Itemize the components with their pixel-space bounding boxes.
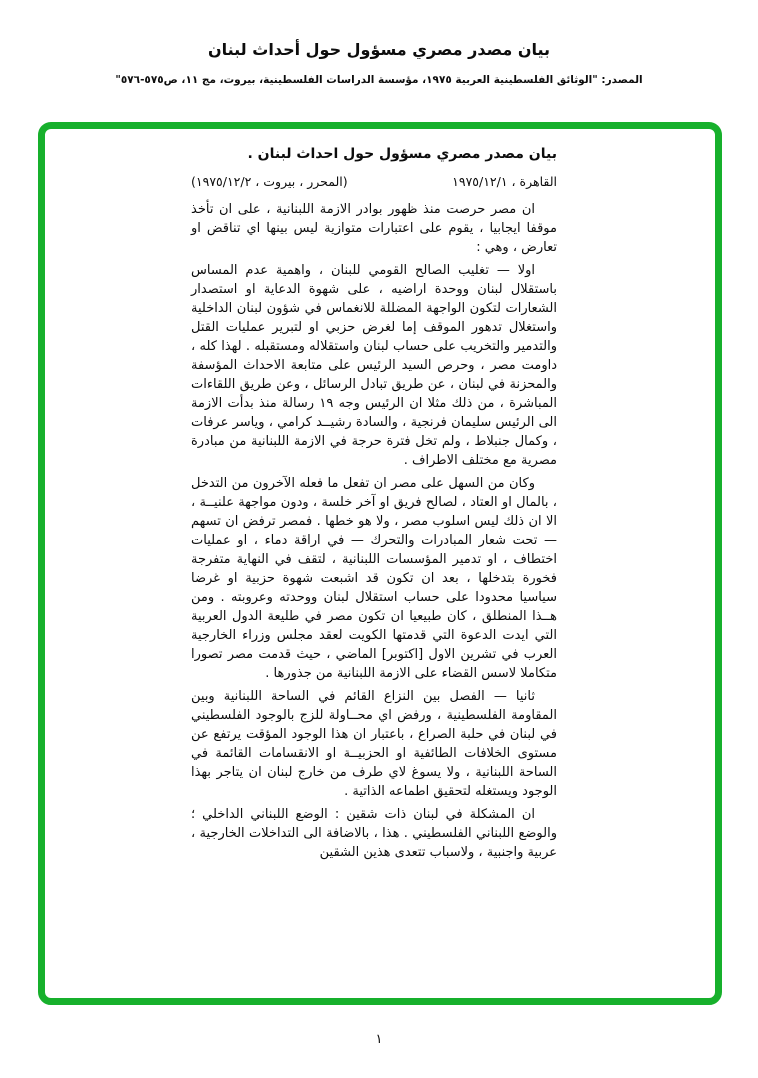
page-number: ١ [375,1032,383,1047]
document-dateline [191,172,557,191]
page-header-title: بيان مصدر مصري مسؤول حول أحداث لبنان [207,40,551,59]
page-header-source-citation: المصدر: "الوثائق الفلسطينية العربية ١٩٧٥، مؤسسة الدراسات الفلسطينية، بيروت، مج ١١، ص٥٧٥-٥٧٦" [115,74,643,86]
paragraph-problem-two-parts: ان المشكلة في لبنان ذات شقين : الوضع اللبناني الداخلي ؛ والوضع اللبناني الفلسطيني . هذا ، بالاضافة الى التداخلات الخارجية ، عربية واجنبية ، ولاسباب تتعدى هذين الشقين [191,807,557,860]
document-title: بيان مصدر مصري مسؤول حول احداث لبنان . [247,146,557,162]
paragraph-first-point: اولا — تغليب الصالح القومي للبنان ، واهمية عدم المساس باستقلال لبنان ووحدة اراضيه ، على شهوة الدعاية او استصدار الشعارات لتكون الواجهة المضللة للانغماس في شؤون لبنان الداخلية واستغلال تدهور الموقف إما لغرض حزبي او لتبرير عمليات القتل والتدمير والتخريب على حساب لبنان واستقلاله ومستقبله . لهذا كله ، داومت مصر ، وحرص السيد الرئيس على متابعة الاحداث المؤسفة والمحزنة في لبنان ، عن طريق تبادل الرسائل ، وعن طريق اللقاءات المباشرة ، من ذلك مثلا ان الرئيس وجه ١٩ رسالة منذ بدأت الازمة الى الرئيس سليمان فرنجية ، والسادة رشيــد كرامي ، وياسر عرفات ، وكمال جنبلاط ، ولم تخل فترة حرجة في الازمة اللبنانية من مبادرة مصرية مع مختلف الاطراف . [191,263,557,468]
document-body [191,145,557,866]
paragraph-second-point: ثانيا — الفصل بين النزاع القائم في الساحة اللبنانية وبين المقاومة الفلسطينية ، ورفض اي محــاولة للزج بالوجود الفلسطيني في لبنان في حلبة الصراع ، باعتبار ان هذا الوجود المؤقت يرتفع عن مستوى الخلافات الطائفية او الحزبيــة او الانقسامات القائمة في الساحة اللبنانية ، ولا يسوغ لاي طرف من خارج لبنان ان يتاجر بهذا الوجود ويستغله لتحقيق اطماعه الذاتية . [191,689,557,799]
green-highlight-frame [38,122,722,1005]
paragraph-intro: ان مصر حرصت منذ ظهور بوادر الازمة اللبنانية ، على ان تأخذ موقفا ايجابيا ، يقوم على اعتبارات متوازية ليس بينها اي تناقض او تعارض ، وهي : [191,202,557,255]
paragraph-egypt-approach: وكان من السهل على مصر ان تفعل ما فعله الآخرون من التدخل ، بالمال او العتاد ، لصالح فريق او آخر خلسة ، ودون مواجهة علنيــة ، الا ان ذلك ليس اسلوب مصر ، ولا هو خطها . فمصر ترفض ان تسهم — تحت شعار المبادرات والتحرك — في اراقة دماء ، او عمليات اختطاف ، او تدمير المؤسسات اللبنانية ، لتقف في النهاية متفرجة فخورة بتدخلها ، بعد ان تكون قد اشبعت شهوة حزبية او غرضا سياسيا محدودا على حساب استقلال لبنان ووحدته وعروبته . ومن هــذا المنطلق ، كان طبيعيا ان تكون مصر في طليعة الدول العربية التي ايدت الدعوة التي قدمتها الكويت لعقد مجلس وزراء الخارجية العرب في تشرين الاول [اكتوبر] الماضي ، حيث قدمت مصر تصورا متكاملا لاسس القضاء على الازمة اللبنانية من جذورها . [191,476,557,681]
dateline-place-date: القاهرة ، ١٩٧٥/١٢/١ [452,174,557,189]
dateline-editor-note: (المحرر ، بيروت ، ١٩٧٥/١٢/٢) [191,174,348,189]
